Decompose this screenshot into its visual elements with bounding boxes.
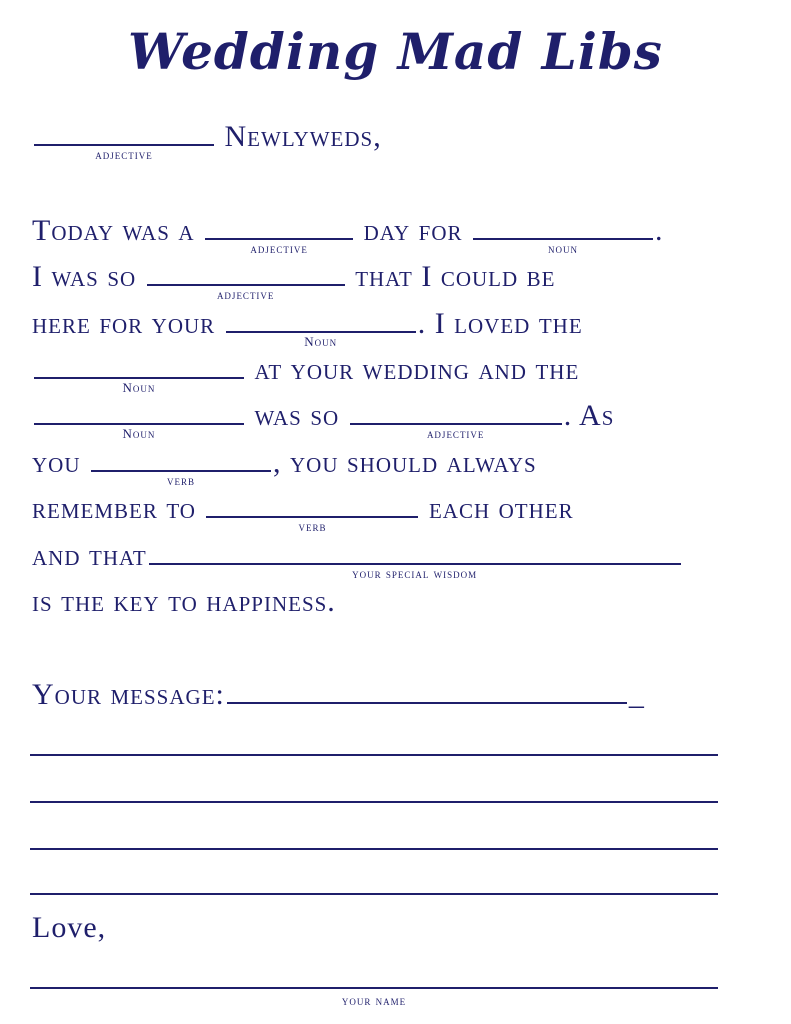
line-text: . As: [563, 399, 615, 432]
blank-caption: Noun: [304, 334, 338, 349]
greeting-text: Newlyweds,: [224, 120, 382, 153]
blank-caption: adjective: [216, 287, 275, 302]
line-text: remember to: [32, 492, 196, 525]
line-text: Today was a: [32, 214, 195, 247]
blank-caption: your special wisdom: [352, 566, 478, 581]
line-text: .: [655, 214, 664, 247]
adjective-blank[interactable]: [205, 212, 353, 256]
message-line: [32, 676, 645, 713]
line-text: day for: [363, 214, 463, 247]
message-blank[interactable]: [227, 676, 627, 704]
verb-blank[interactable]: [91, 444, 271, 488]
blank-caption: noun: [548, 241, 578, 256]
line-text: and that: [32, 539, 147, 572]
line-text: here for your: [32, 307, 216, 340]
line-text: at your wedding and the: [254, 353, 580, 386]
blank-caption: adjective: [250, 241, 308, 256]
blank-caption: adjective: [426, 426, 485, 441]
greeting-line: [32, 118, 382, 162]
message-rule-2[interactable]: [30, 801, 718, 803]
adjective-blank[interactable]: [147, 258, 345, 302]
line-text: is the key to happiness.: [32, 585, 336, 618]
page-title: Wedding Mad Libs: [128, 22, 663, 81]
message-label: Your message:: [32, 678, 225, 711]
line-text: you: [32, 446, 81, 479]
line-text: was so: [254, 399, 340, 432]
madlib-line-3: [32, 305, 583, 349]
madlib-line-1: [32, 212, 664, 256]
line-text: . I loved the: [417, 307, 583, 340]
adjective-blank[interactable]: [34, 118, 214, 162]
message-rule-3[interactable]: [30, 848, 718, 850]
blank-caption: Noun: [122, 380, 156, 395]
closing-line: [32, 910, 106, 946]
line-text: , you should always: [273, 446, 537, 479]
message-rule-1[interactable]: [30, 754, 718, 756]
noun-blank[interactable]: [473, 212, 653, 256]
madlib-line-6: [32, 444, 537, 488]
name-rule[interactable]: [30, 987, 718, 989]
name-caption: your name: [341, 993, 407, 1008]
blank-caption: verb: [298, 519, 327, 534]
noun-blank[interactable]: [34, 351, 244, 395]
verb-blank[interactable]: [206, 490, 418, 534]
line-text: I was so: [32, 260, 137, 293]
adjective-blank[interactable]: [350, 397, 562, 441]
blank-caption: adjective: [95, 147, 153, 162]
madlib-line-7: [32, 490, 574, 534]
madlib-line-9: [32, 584, 336, 620]
madlib-line-5: [32, 397, 615, 441]
blank-caption: Noun: [122, 426, 156, 441]
madlib-line-2: [32, 258, 556, 302]
line-text: that I could be: [355, 260, 556, 293]
message-tail: _: [628, 678, 645, 711]
closing-text: Love,: [32, 911, 107, 944]
blank-caption: verb: [166, 473, 195, 488]
madlib-line-4: [32, 351, 580, 395]
madlib-line-8: [32, 537, 683, 581]
wisdom-blank[interactable]: [149, 537, 681, 581]
noun-blank[interactable]: [34, 397, 244, 441]
noun-blank[interactable]: [226, 305, 416, 349]
line-text: each other: [428, 492, 574, 525]
message-rule-4[interactable]: [30, 893, 718, 895]
